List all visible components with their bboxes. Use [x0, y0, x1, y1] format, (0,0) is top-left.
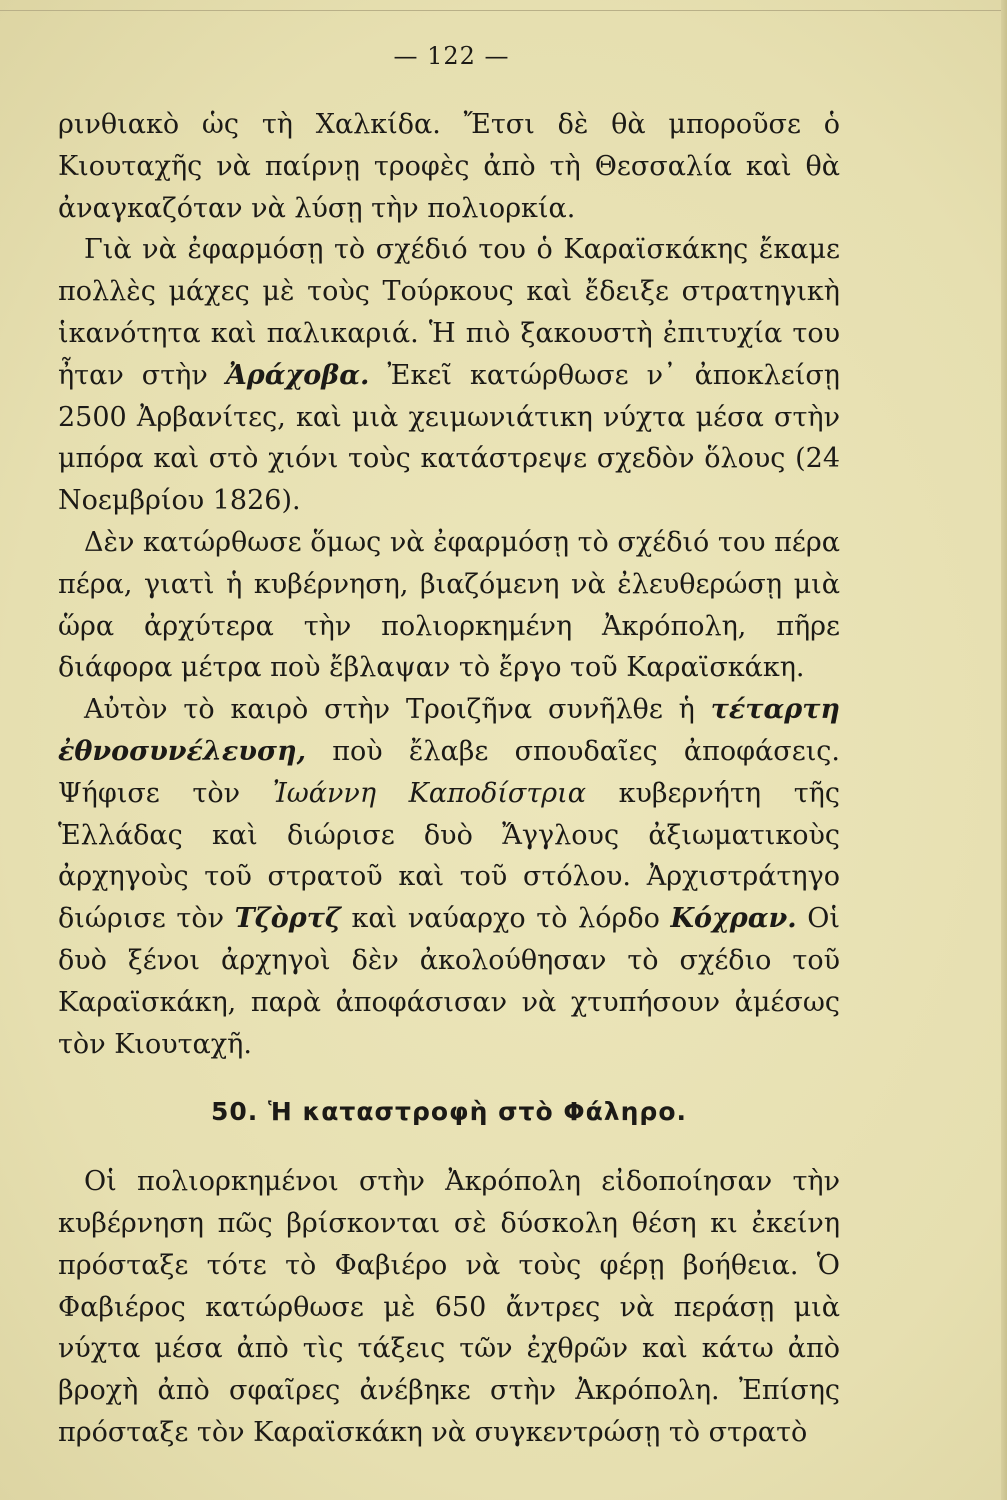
page-right-edge	[1001, 0, 1007, 1500]
paragraph-3: Δὲν κατώρθωσε ὅμως νὰ ἐφαρμόσῃ τὸ σχέδιό του πέρα πέρα, γιατὶ ἡ κυβέρνηση, βιαζόμενη νὰ ἐλευθερώσῃ μιὰ ὥρα ἀρχύτερα τὴν πολιορκημένη Ἀκρόπολη, πῆρε διάφορα μέτρα ποὺ ἔβλαψαν τὸ ἔργο τοῦ Καραϊσκάκη.	[58, 526, 840, 684]
section-heading: 50. Ἡ καταστροφὴ στὸ Φάληρο.	[210, 1097, 687, 1127]
paragraph-4-text-a: Αὐτὸν τὸ καιρὸ στὴν Τροιζῆνα συνῆλθε ἡ	[84, 694, 711, 726]
paragraph-4	[58, 689, 840, 1065]
name-church: Τζὸρτζ	[234, 903, 341, 935]
paragraph-2	[58, 229, 840, 522]
paragraph-4-text-c: ποὺ ἔλαβε σπουδαῖες ἀποφάσεις. Ψήφισε τὸν	[58, 735, 840, 809]
paragraph-5: Οἱ πολιορκημένοι στὴν Ἀκρόπολη εἰδοποίησαν τὴν κυβέρνηση πῶς βρίσκονται σὲ δύσκολη θέση κι ἐκείνη πρόσταξε τότε τὸ Φαβιέρο νὰ τοὺς φέρῃ βοήθεια. Ὁ Φαβιέρος κατώρθωσε μὲ 650 ἄντρες νὰ περάσῃ μιὰ νύχτα μέσα ἀπὸ τὶς τάξεις τῶν ἐχθρῶν καὶ κάτω ἀπὸ βροχὴ ἀπὸ σφαῖρες ἀνέβηκε στὴν Ἀκρόπολη. Ἐπίσης πρόσταξε τὸν Καραϊσκάκη νὰ συγκεντρώσῃ τὸ στρατὸ	[58, 1166, 840, 1448]
page-top-edge	[0, 0, 1007, 11]
paragraph-2-text-a: Γιὰ νὰ ἐφαρμόσῃ τὸ σχέδιό του ὁ Καραϊσκάκης ἔκαμε πολλὲς μάχες μὲ τοὺς Τούρκους καὶ ἔδειξε στρατηγικὴ ἱκανότητα καὶ παλικαριά. Ἡ πιὸ ξακουστὴ ἐπιτυχία του ἦταν στὴν	[58, 234, 840, 391]
paragraph-4-text-g: καὶ ναύαρχο τὸ λόρδο	[340, 903, 671, 935]
name-cochrane: Κόχραν.	[670, 903, 797, 935]
page-number: — 122 —	[393, 42, 510, 70]
paragraph-4-text-e: κυβερνήτη τῆς Ἑλλάδας καὶ διώρισε δυὸ Ἄγγλους ἀξιωματικοὺς ἀρχηγοὺς τοῦ στρατοῦ καὶ τοῦ στόλου. Ἀρχιστράτηγο διώρισε τὸν	[58, 777, 840, 935]
body-text	[58, 104, 840, 1454]
paragraph-2-text-c: Ἐκεῖ κατώρθωσε ν᾽ ἀποκλείσῃ 2500 Ἀρβανίτες, καὶ μιὰ χειμωνιάτικη νύχτα μέσα στὴν μπόρα καὶ στὸ χιόνι τοὺς κατάστρεψε σχεδὸν ὅλους (24 Νοεμβρίου 1826).	[58, 359, 840, 517]
term-fourth-national-assembly: τέταρτη ἐθνοσυνέλευση,	[58, 694, 840, 767]
paragraph-4-text-i: Οἱ δυὸ ξένοι ἀρχηγοὶ δὲν ἀκολούθησαν τὸ σχέδιο τοῦ Καραϊσκάκη, παρὰ ἀποφάσισαν νὰ χτυπήσουν ἀμέσως τὸν Κιουταχῆ.	[58, 903, 840, 1060]
paragraph-1: ρινθιακὸ ὡς τὴ Χαλκίδα. Ἔτσι δὲ θὰ μποροῦσε ὁ Κιουταχῆς νὰ παίρνῃ τροφὲς ἀπὸ τὴ Θεσσαλία καὶ θὰ ἀναγκαζόταν νὰ λύσῃ τὴν πολιορκία.	[58, 109, 840, 224]
name-kapodistrias: Ἰωάννη Καποδίστρια	[272, 777, 586, 809]
place-name-arachova: Ἀράχοβα.	[225, 359, 370, 391]
